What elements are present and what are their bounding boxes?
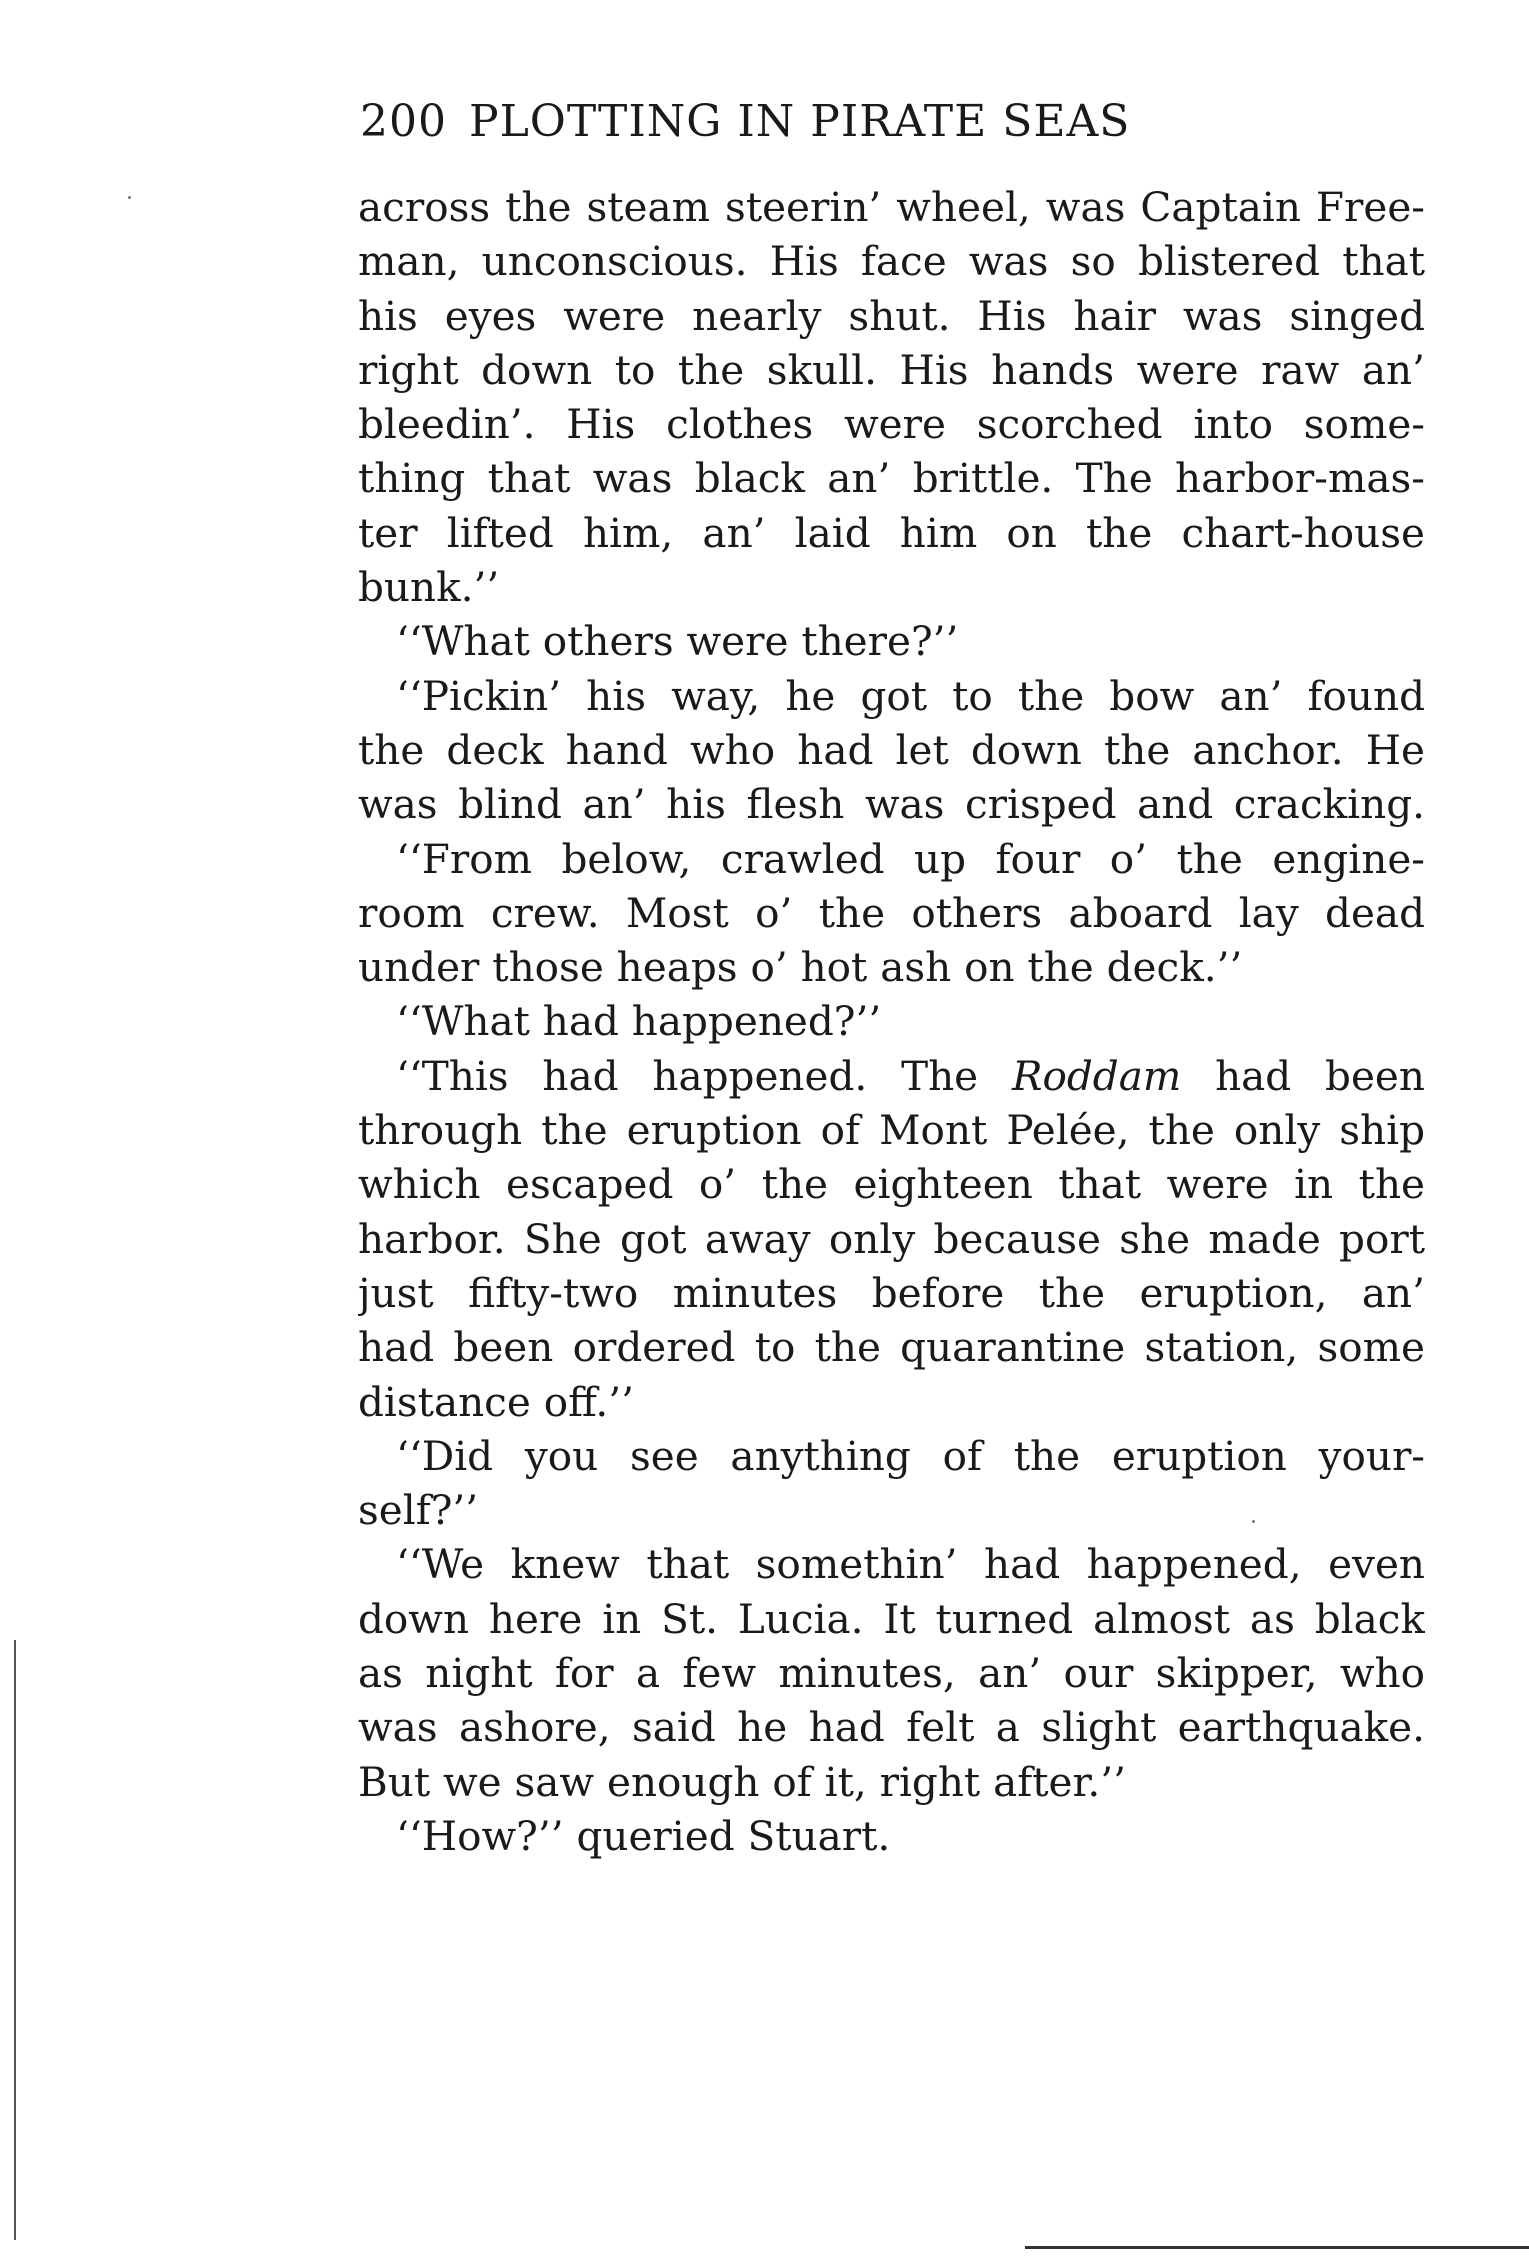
line-text-pre: ‘‘This had happened. The (396, 1051, 1012, 1100)
scan-speck (128, 196, 131, 199)
text-line: thing that was black an’ brittle. The harbor-mas- (358, 454, 1425, 503)
text-line: ‘‘Did you see anything of the eruption your- (396, 1431, 1425, 1480)
text-line: the deck hand who had let down the anchor. He (358, 725, 1425, 774)
text-line: ‘‘What others were there?’’ (396, 617, 959, 666)
text-line: ‘‘We knew that somethin’ had happened, even (396, 1540, 1425, 1589)
text-line: was ashore, said he had felt a slight earthquake. (358, 1703, 1425, 1752)
text-line: through the eruption of Mont Pelée, the only ship (358, 1106, 1425, 1155)
text-line: ‘‘What had happened?’’ (396, 997, 882, 1046)
text-line (358, 1049, 1425, 1103)
running-title: PLOTTING IN PIRATE SEAS (468, 96, 1131, 147)
text-line: harbor. She got away only because she made port (358, 1214, 1425, 1263)
text-line: bleedin’. His clothes were scorched into some- (358, 400, 1425, 449)
page-number: 200 (360, 96, 447, 147)
text-line: ‘‘From below, crawled up four o’ the engine- (396, 834, 1425, 883)
scan-speck (1252, 1520, 1255, 1523)
text-line: But we saw enough of it, right after.’’ (358, 1757, 1126, 1806)
text-line: down here in St. Lucia. It turned almost as black (358, 1594, 1425, 1643)
text-line: across the steam steerin’ wheel, was Captain Free- (358, 183, 1425, 231)
text-line: man, unconscious. His face was so blistered that (358, 237, 1425, 286)
ship-name-italic: Roddam (1011, 1051, 1182, 1100)
running-header (360, 92, 1420, 152)
text-line: ‘‘Pickin’ his way, he got to the bow an’ found (396, 671, 1425, 720)
text-line: as night for a few minutes, an’ our skipper, who (358, 1649, 1425, 1698)
text-line: self?’’ (358, 1486, 479, 1535)
text-line: just fifty-two minutes before the eruption, an’ (358, 1268, 1425, 1317)
line-text-post: had been (1181, 1051, 1425, 1100)
text-line: under those heaps o’ hot ash on the deck.’’ (358, 943, 1243, 992)
text-line: bunk.’’ (358, 563, 500, 612)
text-line: which escaped o’ the eighteen that were in the (358, 1160, 1425, 1209)
text-line: distance off.’’ (358, 1377, 635, 1426)
text-line: was blind an’ his flesh was crisped and cracking. (358, 780, 1425, 829)
text-line: had been ordered to the quarantine station, some (358, 1323, 1425, 1372)
text-line: ‘‘How?’’ queried Stuart. (396, 1811, 891, 1860)
text-line: ter lifted him, an’ laid him on the chart-house (358, 508, 1425, 557)
body-text (358, 180, 1425, 1863)
left-margin-line (14, 1640, 16, 2240)
text-line: his eyes were nearly shut. His hair was singed (358, 291, 1425, 340)
text-line: room crew. Most o’ the others aboard lay dead (358, 888, 1425, 937)
text-line: right down to the skull. His hands were raw an’ (358, 345, 1425, 394)
bottom-edge-rule (1025, 2246, 1529, 2249)
